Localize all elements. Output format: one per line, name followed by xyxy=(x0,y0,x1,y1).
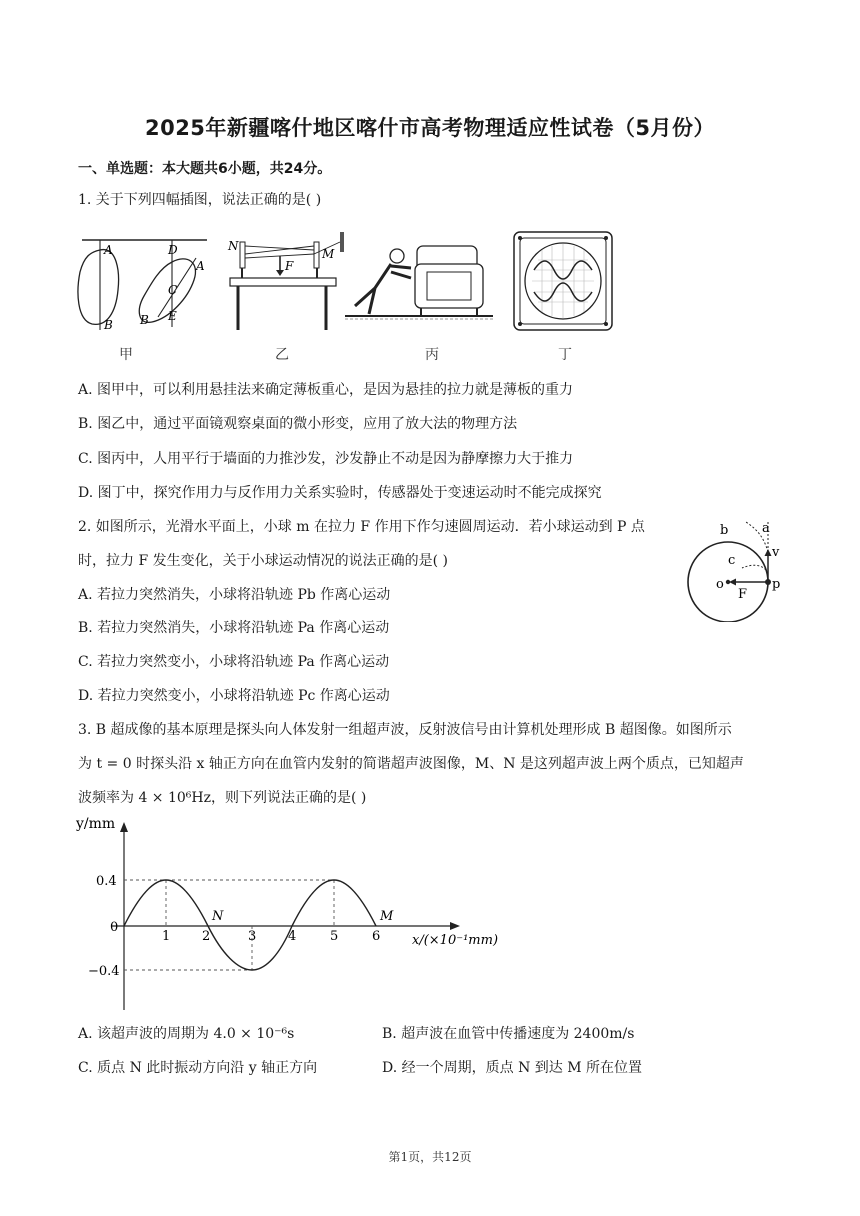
q1-option-d: D. 图丁中，探究作用力与反作用力关系实验时，传感器处于变速运动时不能完成探究 xyxy=(78,485,602,501)
caption-yi: 乙 xyxy=(275,347,289,363)
question-3-stem-line2: 为 t = 0 时探头沿 x 轴正方向在血管内发射的简谐超声波图像，M、N 是这列超声波上两个质点，已知超声 xyxy=(78,756,744,772)
q2-option-d: D. 若拉力突然变小，小球将沿轨迹 Pc 作离心运动 xyxy=(78,688,390,704)
q1-option-b: B. 图乙中，通过平面镜观察桌面的微小形变，应用了放大法的物理方法 xyxy=(78,416,518,432)
section-heading: 一、单选题：本大题共6小题，共24分。 xyxy=(78,161,332,177)
question-2-stem-line1: 2. 如图所示，光滑水平面上，小球 m 在拉力 F 作用下作匀速圆周运动．若小球运动到 P 点 xyxy=(78,519,645,535)
q1-option-a: A. 图甲中，可以利用悬挂法来确定薄板重心，是因为悬挂的拉力就是薄板的重力 xyxy=(78,382,574,398)
caption-bing: 丙 xyxy=(425,347,439,363)
x-tick-1: 1 xyxy=(162,929,171,944)
q2-option-b: B. 若拉力突然消失，小球将沿轨迹 Pa 作离心运动 xyxy=(78,620,390,636)
figure-bing xyxy=(345,238,495,320)
label-c: c xyxy=(728,553,736,568)
question-3-stem-line1: 3. B 超成像的基本原理是探头向人体发射一组超声波，反射波信号由计算机处理形成 B 超图像。如图所示 xyxy=(78,722,732,738)
x-axis-label: x/(×10⁻¹mm) xyxy=(412,933,499,948)
q3-option-c: C. 质点 N 此时振动方向沿 y 轴正方向 xyxy=(78,1060,318,1076)
point-m-label: M xyxy=(380,909,394,924)
page-footer: 第1页，共12页 xyxy=(388,1150,472,1164)
figure-ding xyxy=(512,230,614,332)
x-tick-5: 5 xyxy=(330,929,339,944)
label-f: F xyxy=(738,587,748,602)
caption-jia: 甲 xyxy=(119,347,133,363)
y-tick-neg: −0.4 xyxy=(88,964,120,979)
label-b: b xyxy=(720,523,729,538)
label-yi-f: F xyxy=(285,259,294,273)
y-tick-pos: 0.4 xyxy=(96,874,117,889)
q3-option-a: A. 该超声波的周期为 4.0 × 10⁻⁶s xyxy=(78,1026,295,1042)
label-a: a xyxy=(762,521,770,536)
label-jia-c: C xyxy=(168,283,178,297)
x-tick-4: 4 xyxy=(288,929,297,944)
question-2-stem-line2: 时，拉力 F 发生变化，关于小球运动情况的说法正确的是( ) xyxy=(78,553,448,569)
q1-option-c: C. 图丙中，人用平行于墙面的力推沙发，沙发静止不动是因为静摩擦力大于推力 xyxy=(78,451,574,467)
q2-option-a: A. 若拉力突然消失，小球将沿轨迹 Pb 作离心运动 xyxy=(78,587,391,603)
caption-ding: 丁 xyxy=(558,347,572,363)
x-tick-2: 2 xyxy=(202,929,211,944)
figure-jia xyxy=(72,232,212,337)
page-title: 2025年新疆喀什地区喀什市高考物理适应性试卷（5月份） xyxy=(144,116,716,140)
question-3-stem-line3: 波频率为 4 × 10⁶Hz，则下列说法正确的是( ) xyxy=(78,790,367,806)
label-jia-e: E xyxy=(168,309,177,323)
label-jia-b2: B xyxy=(140,313,149,327)
label-yi-n: N xyxy=(228,239,239,253)
q2-option-c: C. 若拉力突然变小，小球将沿轨迹 Pa 作离心运动 xyxy=(78,654,390,670)
label-v: v xyxy=(772,545,780,560)
x-tick-3: 3 xyxy=(248,929,257,944)
figure-circular-motion xyxy=(684,518,784,622)
y-tick-zero: 0 xyxy=(110,920,119,935)
point-n-label: N xyxy=(212,909,224,924)
figure-yi xyxy=(222,228,347,336)
x-tick-6: 6 xyxy=(372,929,381,944)
label-yi-m: M xyxy=(322,247,335,261)
label-o: o xyxy=(716,577,724,592)
figure-wave-graph xyxy=(72,814,522,1014)
y-axis-label: y/mm xyxy=(76,816,116,832)
q3-option-d: D. 经一个周期，质点 N 到达 M 所在位置 xyxy=(382,1060,643,1076)
question-1-stem: 1. 关于下列四幅插图，说法正确的是( ) xyxy=(78,192,322,208)
label-jia-b1: B xyxy=(104,318,113,332)
label-jia-a1: A xyxy=(104,243,113,257)
label-p: p xyxy=(772,577,781,592)
q3-option-b: B. 超声波在血管中传播速度为 2400m/s xyxy=(382,1026,635,1042)
label-jia-a2: A xyxy=(196,259,205,273)
label-jia-d: D xyxy=(168,243,178,257)
